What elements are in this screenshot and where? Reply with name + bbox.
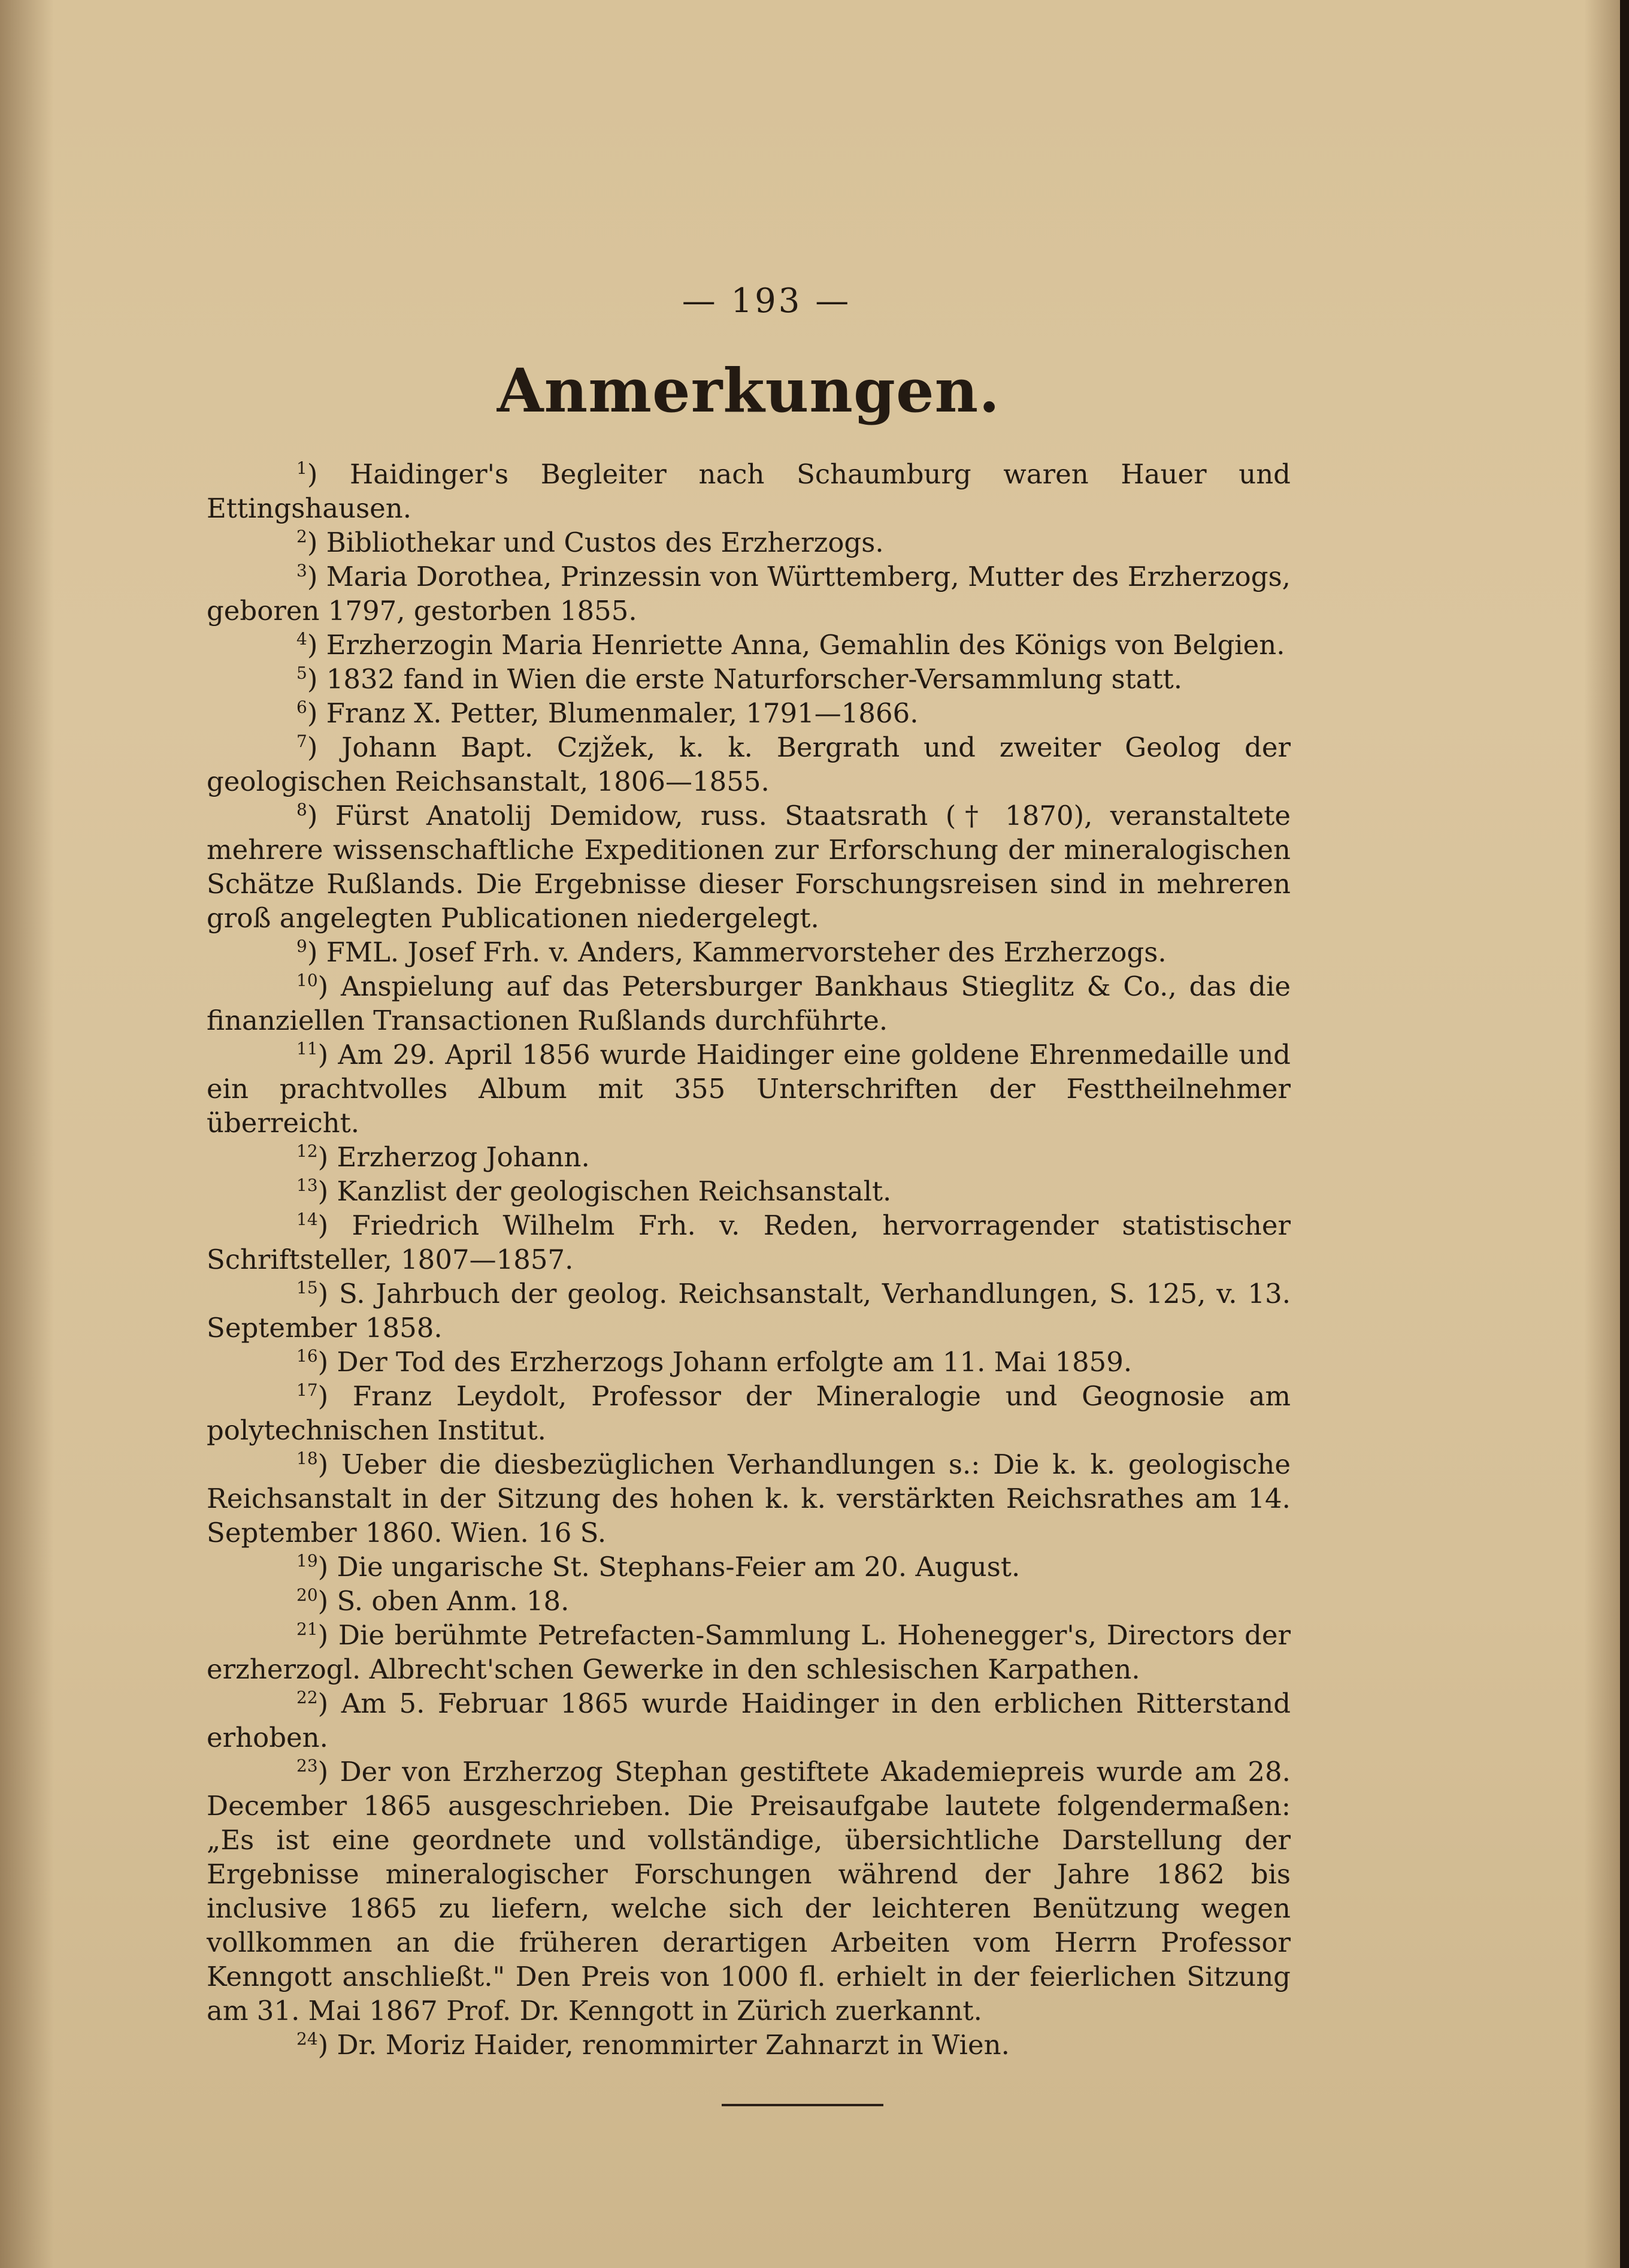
footnote-text: Am 29. April 1856 wurde Haidinger eine goldene Ehrenmedaille und ein prachtvolles Album mit 355 Unterschriften der Festtheilnehmer überreicht. (207, 1039, 1291, 1139)
page-title: Anmerkungen. (496, 355, 1001, 426)
footnote-text: Fürst Anatolij Demidow, russ. Staatsrath († 1870), veranstaltete mehrere wissenschaftliche Expeditionen zur Erforschung der mineralogischen Schätze Rußlands. Die Ergebnisse dieser Forschungsreisen sind in mehreren groß angelegten Publicationen niedergelegt. (207, 800, 1291, 934)
footnote-text: S. oben Anm. 18. (337, 1585, 570, 1617)
footnote-text: FML. Josef Frh. v. Anders, Kammervorsteher des Erzherzogs. (326, 936, 1167, 968)
footnote-text: Franz Leydolt, Professor der Mineralogie und Geognosie am polytechnischen Institut. (207, 1380, 1291, 1446)
footnote-text: Ueber die diesbezüglichen Verhandlungen s.: Die k. k. geologische Reichsanstalt in der Sitzung des hohen k. k. verstärkten Reichsrathes am 14. September 1860. Wien. 16 S. (207, 1449, 1291, 1549)
footnote: $^{17}$) Franz Leydolt, Professor der Mineralogie und Geognosie am polytechnischen Institut. (207, 1380, 1291, 1446)
footnote-number: 11 (296, 1039, 318, 1059)
footnote-text: Friedrich Wilhelm Frh. v. Reden, hervorragender statistischer Schriftsteller, 1807—1857. (207, 1209, 1291, 1275)
footnote-text: Johann Bapt. Czjžek, k. k. Bergrath und zweiter Geolog der geologischen Reichsanstalt, 1806—1855. (207, 731, 1291, 797)
footnote: $^{15}$) S. Jahrbuch der geolog. Reichsanstalt, Verhandlungen, S. 125, v. 13. September 1858. (207, 1278, 1291, 1344)
footnote-number: 16 (296, 1346, 318, 1366)
footnote-number: 8 (296, 800, 307, 819)
footnote: $^{24}$) Dr. Moriz Haider, renommirter Zahnarzt in Wien. (296, 2029, 1010, 2061)
footnote: $^{10}$) Anspielung auf das Petersburger Bankhaus Stieglitz & Co., das die finanziellen Transactionen Rußlands durchführte. (207, 970, 1291, 1036)
footnote-number: 9 (296, 936, 307, 956)
footnote-text: Die berühmte Petrefacten-Sammlung L. Hohenegger's, Directors der erzherzogl. Albrecht'schen Gewerke in den schlesischen Karpathen. (207, 1619, 1291, 1685)
footnote: $^{14}$) Friedrich Wilhelm Frh. v. Reden, hervorragender statistischer Schriftsteller, 1807—1857. (207, 1209, 1291, 1275)
footnote: $^1$) Haidinger's Begleiter nach Schaumburg waren Hauer und Ettingshausen. (207, 458, 1291, 524)
footnote: $^{20}$) S. oben Anm. 18. (296, 1585, 570, 1617)
footnote-number: 3 (296, 561, 307, 580)
footnote: $^{12}$) Erzherzog Johann. (296, 1141, 590, 1173)
footnote: $^{11}$) Am 29. April 1856 wurde Haidinger eine goldene Ehrenmedaille und ein prachtvolles Album mit 355 Unterschriften der Festtheilnehmer überreicht. (207, 1039, 1291, 1139)
footnote-text: Anspielung auf das Petersburger Bankhaus Stieglitz & Co., das die finanziellen Transactionen Rußlands durchführte. (207, 970, 1291, 1036)
footnote: $^{23}$) Der von Erzherzog Stephan gestiftete Akademiepreis wurde am 28. December 1865 ausgeschrieben. Die Preisaufgabe lautete folgendermaßen: „Es ist eine geordnete und vollständige, übersichtliche Darstellung der Ergebnisse mineralogischer Forschungen während der Jahre 1862 bis inclusive 1865 zu liefern, welche sich der leichteren Benützung wegen vollkommen an die früheren derartigen Arbeiten vom Herrn Professor Kenngott anschließt." Den Preis von 1000 fl. erhielt in der feierlichen Sitzung am 31. Mai 1867 Prof. Dr. Kenngott in Zürich zuerkannt. (207, 1756, 1291, 2027)
footnote-number: 20 (296, 1585, 318, 1605)
footnote-text: S. Jahrbuch der geolog. Reichsanstalt, Verhandlungen, S. 125, v. 13. September 1858. (207, 1278, 1291, 1344)
page-number: — 193 — (682, 282, 852, 320)
footnote-number: 6 (296, 697, 307, 717)
footnote-number: 19 (296, 1551, 318, 1571)
footnote-number: 10 (296, 970, 318, 990)
footnote: $^{18}$) Ueber die diesbezüglichen Verhandlungen s.: Die k. k. geologische Reichsanstalt in der Sitzung des hohen k. k. verstärkten Reichsrathes am 14. September 1860. Wien. 16 S. (207, 1449, 1291, 1549)
footnotes-list (207, 457, 1291, 2062)
footnote: $^{13}$) Kanzlist der geologischen Reichsanstalt. (296, 1175, 892, 1207)
footnote: $^{21}$) Die berühmte Petrefacten-Sammlung L. Hohenegger's, Directors der erzherzogl. Albrecht'schen Gewerke in den schlesischen Karpathen. (207, 1619, 1291, 1685)
footnote-number: 15 (296, 1278, 318, 1298)
footnote-text: Maria Dorothea, Prinzessin von Württemberg, Mutter des Erzherzogs, geboren 1797, gestorben 1855. (207, 561, 1291, 627)
footnote: $^{19}$) Die ungarische St. Stephans-Feier am 20. August. (296, 1551, 1021, 1583)
footnote-number: 24 (296, 2029, 318, 2049)
footnote-text: Der Tod des Erzherzogs Johann erfolgte am 11. Mai 1859. (337, 1346, 1133, 1378)
footnote-number: 12 (296, 1141, 318, 1161)
footnote-number: 22 (296, 1688, 318, 1707)
footnote: $^7$) Johann Bapt. Czjžek, k. k. Bergrath und zweiter Geolog der geologischen Reichsanstalt, 1806—1855. (207, 731, 1291, 797)
footnote: $^8$) Fürst Anatolij Demidow, russ. Staatsrath († 1870), veranstaltete mehrere wissenschaftliche Expeditionen zur Erforschung der mineralogischen Schätze Rußlands. Die Ergebnisse dieser Forschungsreisen sind in mehreren groß angelegten Publicationen niedergelegt. (207, 800, 1291, 934)
footnote-number: 5 (296, 663, 307, 683)
footnote-text: Franz X. Petter, Blumenmaler, 1791—1866. (326, 697, 919, 729)
footnote-text: Bibliothekar und Custos des Erzherzogs. (326, 527, 884, 558)
footnote: $^5$) 1832 fand in Wien die erste Naturforscher-Versammlung statt. (296, 663, 1183, 695)
footnote-text: Erzherzog Johann. (337, 1141, 590, 1173)
footnote-text: Erzherzogin Maria Henriette Anna, Gemahlin des Königs von Belgien. (326, 629, 1285, 661)
footnote-number: 23 (296, 1756, 318, 1776)
footnote: $^3$) Maria Dorothea, Prinzessin von Württemberg, Mutter des Erzherzogs, geboren 1797, gestorben 1855. (207, 561, 1291, 627)
footnote: $^4$) Erzherzogin Maria Henriette Anna, Gemahlin des Königs von Belgien. (296, 629, 1285, 661)
footnote-text: Die ungarische St. Stephans-Feier am 20. August. (337, 1551, 1021, 1583)
footnote: $^9$) FML. Josef Frh. v. Anders, Kammervorsteher des Erzherzogs. (296, 936, 1167, 968)
footnote-number: 2 (296, 527, 307, 546)
footnote: $^{22}$) Am 5. Februar 1865 wurde Haidinger in den erblichen Ritterstand erhoben. (207, 1688, 1291, 1753)
footnote-number: 7 (296, 731, 307, 751)
footnote-number: 13 (296, 1175, 318, 1195)
footnote-text: 1832 fand in Wien die erste Naturforscher-Versammlung statt. (326, 663, 1183, 695)
page-text (207, 282, 1291, 2106)
footnote-text: Dr. Moriz Haider, renommirter Zahnarzt in Wien. (337, 2029, 1010, 2061)
footnote-number: 14 (296, 1209, 318, 1229)
footnote-number: 21 (296, 1619, 318, 1639)
footnote-text: Der von Erzherzog Stephan gestiftete Akademiepreis wurde am 28. December 1865 ausgeschrieben. Die Preisaufgabe lautete folgendermaßen: „Es ist eine geordnete und vollständige, übersichtliche Darstellung der Ergebnisse mineralogischer Forschungen während der Jahre 1862 bis inclusive 1865 zu liefern, welche sich der leichteren Benützung wegen vollkommen an die früheren derartigen Arbeiten vom Herrn Professor Kenngott anschließt." Den Preis von 1000 fl. erhielt in der feierlichen Sitzung am 31. Mai 1867 Prof. Dr. Kenngott in Zürich zuerkannt. (207, 1756, 1291, 2027)
footnote-text: Kanzlist der geologischen Reichsanstalt. (337, 1175, 892, 1207)
footnote: $^{16}$) Der Tod des Erzherzogs Johann erfolgte am 11. Mai 1859. (296, 1346, 1133, 1378)
footnote-number: 4 (296, 629, 307, 649)
footnote-text: Haidinger's Begleiter nach Schaumburg waren Hauer und Ettingshausen. (207, 458, 1291, 524)
footnote-text: Am 5. Februar 1865 wurde Haidinger in den erblichen Ritterstand erhoben. (207, 1688, 1291, 1753)
end-rule (722, 2104, 883, 2106)
footnote: $^2$) Bibliothekar und Custos des Erzherzogs. (296, 527, 884, 558)
footnote-number: 17 (296, 1380, 318, 1400)
page-edge (1620, 0, 1629, 2268)
footnote: $^6$) Franz X. Petter, Blumenmaler, 1791—1866. (296, 697, 919, 729)
footnote-number: 18 (296, 1449, 318, 1468)
footnote-number: 1 (296, 458, 307, 478)
